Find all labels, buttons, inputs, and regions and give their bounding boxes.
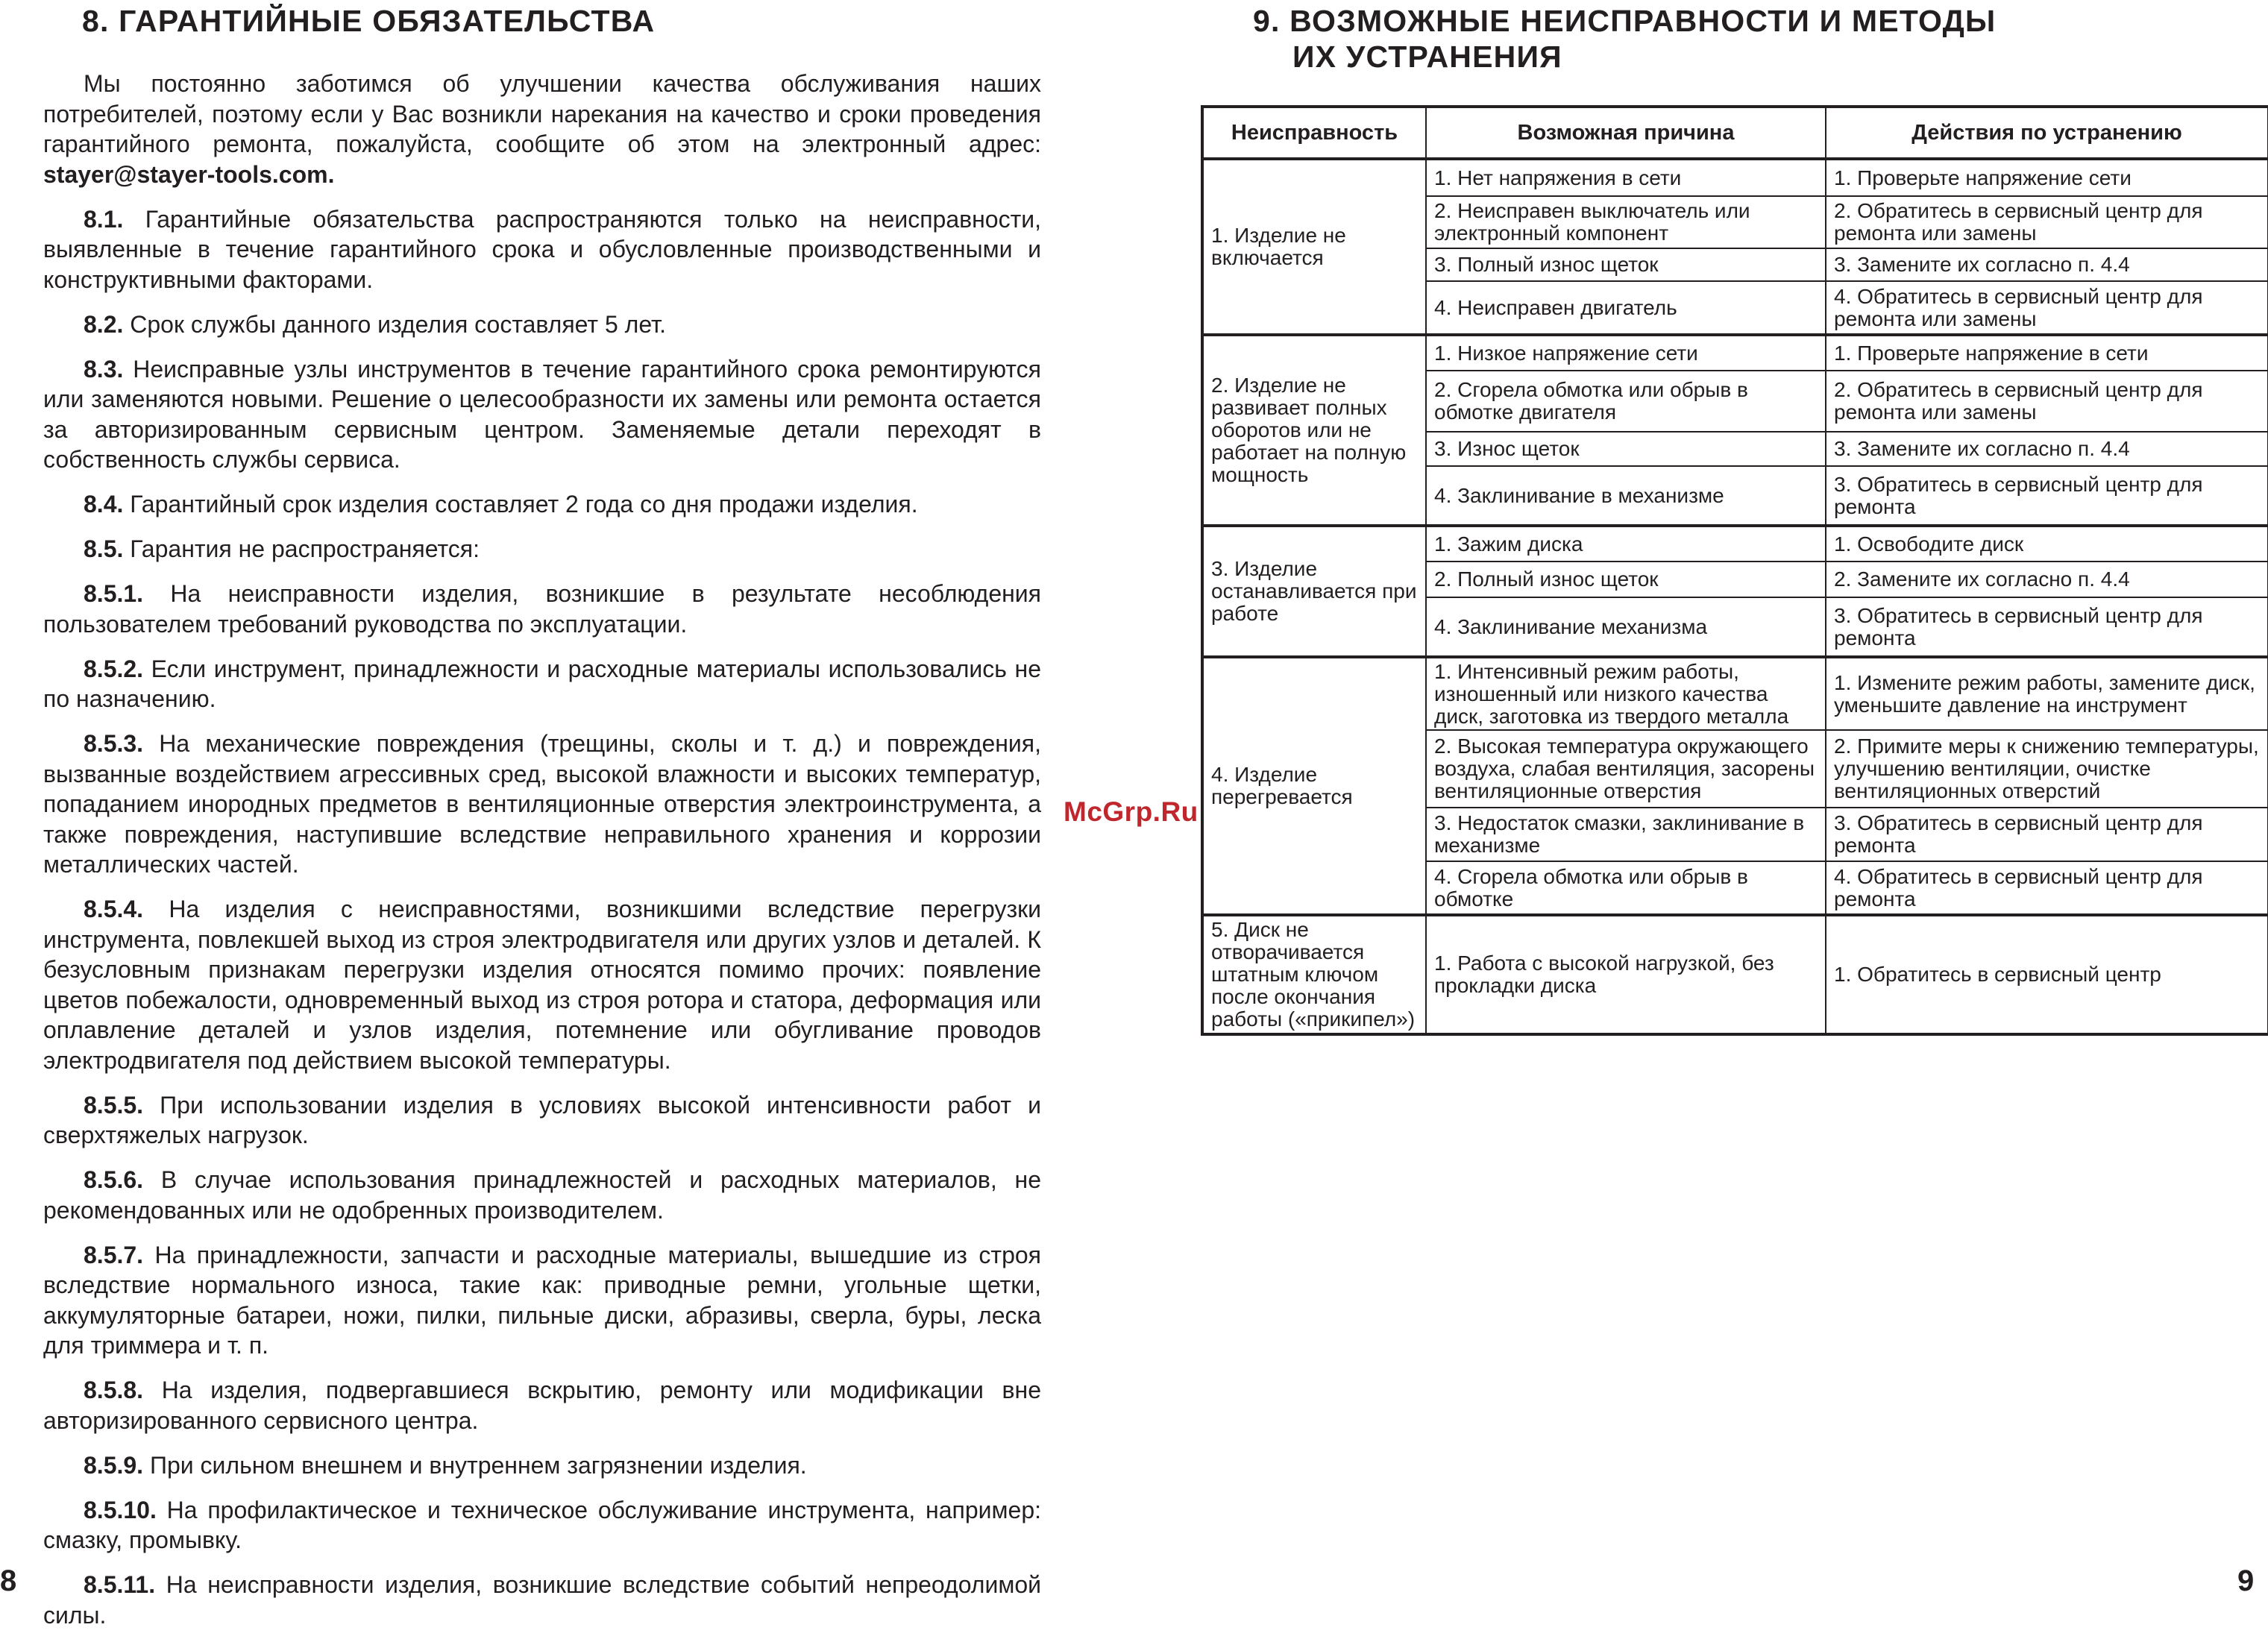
- warranty-clause: [43, 309, 1041, 340]
- cause-cell: 2. Полный износ щеток: [1426, 562, 1826, 597]
- troubleshooting-table: [1201, 105, 2268, 1036]
- cause-cell: 4. Заклинивание в механизме: [1426, 466, 1826, 526]
- table-row: [1202, 526, 2268, 562]
- title-line-2: ИХ УСТРАНЕНИЯ: [1292, 40, 1562, 74]
- page-number-left: 8: [0, 1564, 17, 1597]
- clause-number: 8.2.: [84, 310, 124, 338]
- fault-cell: 3. Изделие останавливается при работе: [1202, 526, 1426, 657]
- action-cell: 3. Замените их согласно п. 4.4: [1826, 432, 2268, 466]
- clause-number: 8.5.4.: [84, 896, 144, 922]
- right-page: [1193, 0, 2268, 1625]
- cause-cell: 2. Сгорела обмотка или обрыв в обмотке двигателя: [1426, 371, 1826, 432]
- table-row: [1202, 657, 2268, 730]
- left-page: [0, 0, 1044, 1629]
- clause-number: 8.5.1.: [84, 580, 144, 607]
- warranty-body: [43, 69, 1041, 1645]
- clause-number: 8.5.11.: [84, 1571, 156, 1598]
- clause-text: На профилактическое и техническое обслуживание инструмента, например: смазку, промывку.: [43, 1496, 1042, 1553]
- intro-text: Мы постоянно заботимся об улучшении качества обслуживания наших потребителей, поэтому если у Вас возникли нарекания на качество и сроки проведения гарантийного ремонта, пожалуйста, сообщите об этом на электронный адрес:: [43, 70, 1041, 157]
- action-cell: 3. Обратитесь в сервисный центр для ремонта: [1826, 466, 2268, 526]
- cause-cell: 2. Высокая температура окружающего воздуха, слабая вентиляция, засорены вентиляционные отверстия: [1426, 730, 1826, 808]
- warranty-title: 8. ГАРАНТИЙНЫЕ ОБЯЗАТЕЛЬСТВА: [82, 4, 656, 38]
- clause-text: На неисправности изделия, возникшие вследствие событий непреодолимой силы.: [43, 1571, 1042, 1629]
- cause-cell: 1. Низкое напряжение сети: [1426, 335, 1826, 371]
- title-line-1: 9. ВОЗМОЖНЫЕ НЕИСПРАВНОСТИ И МЕТОДЫ: [1253, 4, 1997, 38]
- action-cell: 1. Проверьте напряжение сети: [1826, 159, 2268, 196]
- action-cell: 2. Замените их согласно п. 4.4: [1826, 562, 2268, 597]
- warranty-intro: [43, 69, 1041, 189]
- action-cell: 1. Проверьте напряжение в сети: [1826, 335, 2268, 371]
- warranty-email-link[interactable]: stayer@stayer-tools.com.: [43, 160, 335, 188]
- warranty-clause: [43, 1375, 1041, 1435]
- clause-number: 8.5.3.: [84, 730, 144, 757]
- clause-text: На механические повреждения (трещины, сколы и т. д.) и повреждения, вызванные воздействием агрессивных сред, высокой влажности и высоких температур, попаданием инородных предметов в вентиляционные отверстия электроинструмента, а также повреждения, наступившие вследствие неправильного хранения и коррозии металлических частей.: [43, 730, 1042, 878]
- header-fault: Неисправность: [1202, 107, 1426, 159]
- action-cell: 2. Примите меры к снижению температуры, улучшению вентиляции, очистке вентиляционных отверстий: [1826, 730, 2268, 808]
- cause-cell: 3. Износ щеток: [1426, 432, 1826, 466]
- clause-number: 8.5.2.: [84, 655, 144, 682]
- clause-number: 8.5.10.: [84, 1496, 157, 1523]
- clause-number: 8.5.5.: [84, 1091, 144, 1119]
- clause-number: 8.5.8.: [84, 1377, 144, 1403]
- warranty-clause: [43, 1165, 1041, 1225]
- clause-text: На изделия с неисправностями, возникшими вследствие перегрузки инструмента, повлекшей выход из строя электродвигателя или других узлов и деталей. К безусловным признакам перегрузки изделия относятся помимо прочих: появление цветов побежалости, одновременный выход из строя ротора и статора, деформация или оплавление деталей и узлов изделия, потемнение или обугливание проводов электродвигателя под действием высокой температуры.: [43, 896, 1042, 1074]
- clause-text: Гарантия не распространяется:: [130, 535, 480, 562]
- clause-text: Гарантийные обязательства распространяются только на неисправности, выявленные в течение гарантийного срока и обусловленные производственными и конструктивными факторами.: [43, 205, 1041, 293]
- cause-cell: 1. Работа с высокой нагрузкой, без прокладки диска: [1426, 915, 1826, 1034]
- clause-text: Если инструмент, принадлежности и расходные материалы использовались не по назначению.: [43, 655, 1042, 712]
- clause-number: 8.5.7.: [84, 1241, 144, 1268]
- cause-cell: 3. Полный износ щеток: [1426, 248, 1826, 281]
- cause-cell: 3. Недостаток смазки, заклинивание в механизме: [1426, 808, 1826, 861]
- cause-cell: 2. Неисправен выключатель или электронный компонент: [1426, 196, 1826, 248]
- warranty-clause: [43, 1450, 1041, 1481]
- troubleshooting-title: [1253, 3, 1996, 75]
- warranty-clause: [43, 579, 1041, 639]
- clause-text: В случае использования принадлежностей и расходных материалов, не рекомендованных или не одобренных производителем.: [43, 1166, 1042, 1224]
- action-cell: 4. Обратитесь в сервисный центр для ремонта: [1826, 861, 2268, 915]
- fault-cell: 1. Изделие не включается: [1202, 159, 1426, 335]
- table-row: [1202, 915, 2268, 1034]
- warranty-clause: [43, 534, 1041, 564]
- table-header-row: [1202, 107, 2268, 159]
- action-cell: 3. Обратитесь в сервисный центр для ремонта: [1826, 808, 2268, 861]
- warranty-clause: [43, 894, 1041, 1075]
- action-cell: 1. Измените режим работы, замените диск, уменьшите давление на инструмент: [1826, 657, 2268, 730]
- cause-cell: 4. Неисправен двигатель: [1426, 281, 1826, 335]
- action-cell: 3. Обратитесь в сервисный центр для ремонта: [1826, 597, 2268, 657]
- clause-number: 8.5.6.: [84, 1166, 144, 1193]
- action-cell: 2. Обратитесь в сервисный центр для ремонта или замены: [1826, 196, 2268, 248]
- clause-number: 8.5.: [84, 535, 124, 562]
- action-cell: 2. Обратитесь в сервисный центр для ремонта или замены: [1826, 371, 2268, 432]
- table-row: [1202, 159, 2268, 196]
- clause-text: На изделия, подвергавшиеся вскрытию, ремонту или модификации вне авторизированного сервисного центра.: [43, 1377, 1041, 1434]
- fault-cell: 4. Изделие перегревается: [1202, 657, 1426, 915]
- clause-text: На принадлежности, запчасти и расходные материалы, вышедшие из строя вследствие нормального износа, такие как: приводные ремни, угольные щетки, аккумуляторные батареи, ножи, пилки, пильные диски, абразивы, сверла, буры, леска для триммера и т. п.: [43, 1241, 1041, 1359]
- clause-text: На неисправности изделия, возникшие в результате несоблюдения пользователем требований руководства по эксплуатации.: [43, 580, 1042, 638]
- warranty-clause: [43, 1240, 1041, 1361]
- clause-text: При использовании изделия в условиях высокой интенсивности работ и сверхтяжелых нагрузок.: [43, 1091, 1042, 1148]
- cause-cell: 1. Интенсивный режим работы, изношенный или низкого качества диск, заготовка из твердого металла: [1426, 657, 1826, 730]
- action-cell: 1. Обратитесь в сервисный центр: [1826, 915, 2268, 1034]
- header-cause: Возможная причина: [1426, 107, 1826, 159]
- warranty-clause: [43, 1570, 1041, 1630]
- cause-cell: 4. Сгорела обмотка или обрыв в обмотке: [1426, 861, 1826, 915]
- clause-text: Гарантийный срок изделия составляет 2 года со дня продажи изделия.: [130, 491, 918, 518]
- cause-cell: 1. Нет напряжения в сети: [1426, 159, 1826, 196]
- clause-number: 8.5.9.: [84, 1451, 144, 1479]
- clause-number: 8.4.: [84, 491, 124, 518]
- page-number-right: 9: [2237, 1564, 2255, 1597]
- warranty-clause: [43, 654, 1041, 714]
- clause-number: 8.3.: [84, 355, 124, 383]
- action-cell: 4. Обратитесь в сервисный центр для ремонта или замены: [1826, 281, 2268, 335]
- action-cell: 1. Освободите диск: [1826, 526, 2268, 562]
- header-action: Действия по устранению: [1826, 107, 2268, 159]
- watermark-text: McGrp.Ru: [1064, 796, 1199, 827]
- clause-text: Срок службы данного изделия составляет 5 лет.: [130, 310, 667, 338]
- warranty-clause: [43, 729, 1041, 880]
- warranty-clause: [43, 204, 1041, 295]
- clause-number: 8.1.: [84, 205, 124, 233]
- cause-cell: 1. Зажим диска: [1426, 526, 1826, 562]
- warranty-clause: [43, 354, 1041, 475]
- fault-cell: 2. Изделие не развивает полных оборотов или не работает на полную мощность: [1202, 335, 1426, 526]
- fault-cell: 5. Диск не отворачивается штатным ключом после окончания работы («прикипел»): [1202, 915, 1426, 1034]
- table-row: [1202, 335, 2268, 371]
- warranty-clause: [43, 489, 1041, 520]
- cause-cell: 4. Заклинивание механизма: [1426, 597, 1826, 657]
- clause-text: При сильном внешнем и внутреннем загрязнении изделия.: [149, 1451, 807, 1479]
- action-cell: 3. Замените их согласно п. 4.4: [1826, 248, 2268, 281]
- clause-text: Неисправные узлы инструментов в течение гарантийного срока ремонтируются или заменяются новыми. Решение о целесообразности их замены или ремонта остается за авторизированным сервисным центром. Заменяемые детали переходят в собственность службы сервиса.: [43, 355, 1042, 473]
- warranty-clause: [43, 1495, 1041, 1556]
- warranty-clause: [43, 1090, 1041, 1151]
